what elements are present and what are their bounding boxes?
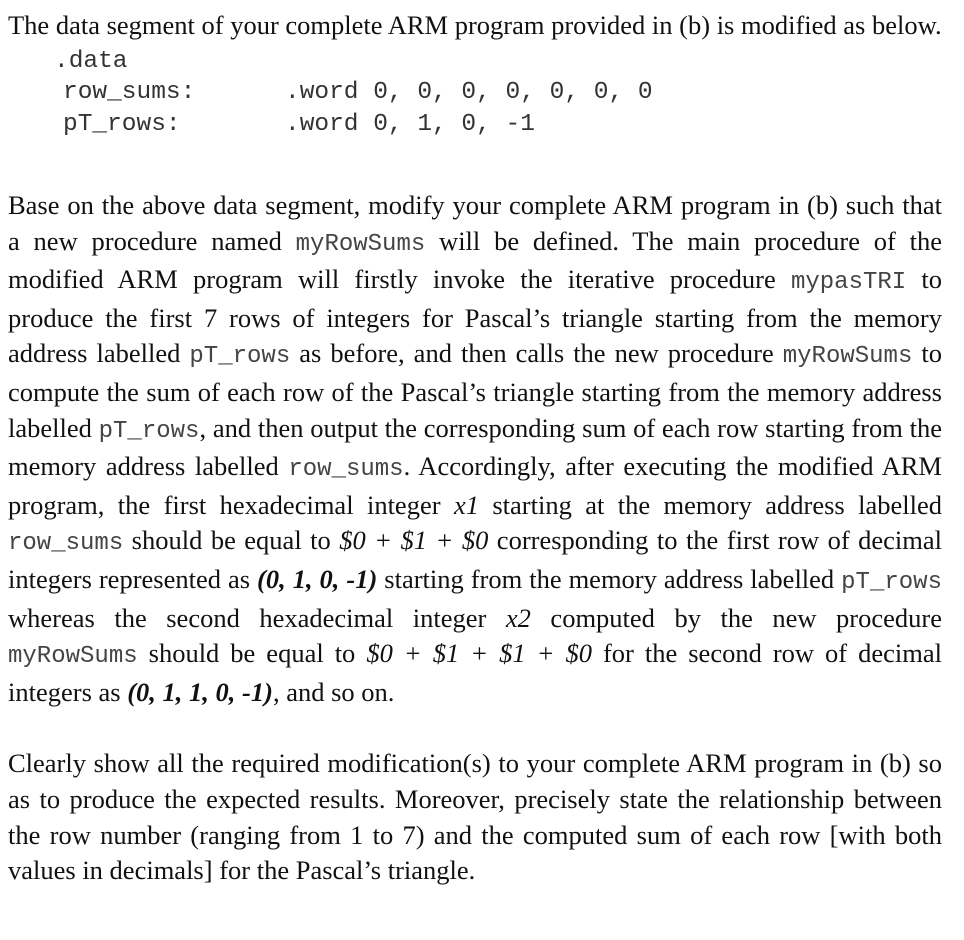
text-span: for the second row of decimal integers as xyxy=(8,638,942,707)
text-span: corresponding to the first row of decimal integers represented as xyxy=(8,525,943,595)
code-term: myRowSums xyxy=(782,343,913,371)
text-span: whereas the second hexadecimal integer xyxy=(8,602,506,633)
text-span: Base on the above data segment, modify your complete ARM program in (b) such that a new procedure named xyxy=(8,190,942,256)
text-span: should be equal to xyxy=(137,638,367,669)
text-span: , and so on. xyxy=(272,676,395,707)
text-span: , and then output the corresponding sum of each row starting from the memory address labelled xyxy=(8,412,942,482)
text-span: . Accordingly, after executing the modified ARM program, the first hexadecimal integer xyxy=(8,451,942,520)
code-term: myRowSums xyxy=(8,643,138,671)
code-block xyxy=(8,46,942,141)
code-term: pT_rows xyxy=(98,417,200,445)
pt-rows-value: .word 0, 1, 0, -1 xyxy=(285,110,535,138)
code-term: myRowSums xyxy=(295,230,426,258)
text-span: computed by the new procedure xyxy=(530,602,942,633)
row-sums-label: row_sums: xyxy=(63,79,196,107)
math-term: $0 + $1 + $0 xyxy=(339,525,489,556)
code-term: mypasTRI xyxy=(790,269,907,297)
math-term: $0 + $1 + $1 + $0 xyxy=(366,638,592,669)
text-span: starting at the memory address labelled xyxy=(478,489,942,520)
text-span: starting from the memory address labelled xyxy=(377,564,842,595)
text-span: as before, and then calls the new procedure xyxy=(290,338,783,369)
code-term: row_sums xyxy=(288,456,404,484)
math-term: x2 xyxy=(505,602,531,633)
bold-term: (0, 1, 1, 0, -1) xyxy=(127,676,273,707)
text-span: should be equal to xyxy=(123,525,340,556)
paragraph-instructions: Clearly show all the required modification(s) to your complete ARM program in (b) so as to produce the expected results. Moreover, precisely state the relationship between the row number (ranging from 1 to 7) and the computed sum of each row [with both values in decimals] for the Pascal’s triangle. xyxy=(8,748,942,886)
row-sums-value: .word 0, 0, 0, 0, 0, 0, 0 xyxy=(285,79,653,107)
code-term: pT_rows xyxy=(841,569,942,597)
text-span: will be defined. The main procedure of the modified ARM program will firstly invoke the iterative procedure xyxy=(8,225,942,295)
code-line-row-sums xyxy=(8,77,942,109)
intro-text: The data segment of your complete ARM program provided in (b) is modified as below. xyxy=(8,10,942,40)
bold-term: (0, 1, 0, -1) xyxy=(257,564,378,595)
math-term: x1 xyxy=(453,489,479,520)
paragraph-task xyxy=(8,188,942,710)
text-span: to compute the sum of each row of the Pascal’s triangle starting from the memory address labelled xyxy=(8,338,942,443)
text-span: to produce the first 7 rows of integers for Pascal’s triangle starting from the memory address labelled xyxy=(8,264,942,369)
code-directive: .data xyxy=(54,47,128,75)
code-line-pt-rows xyxy=(8,109,942,141)
code-term: pT_rows xyxy=(189,343,291,371)
pt-rows-label: pT_rows: xyxy=(63,110,181,138)
code-term: row_sums xyxy=(8,530,124,558)
